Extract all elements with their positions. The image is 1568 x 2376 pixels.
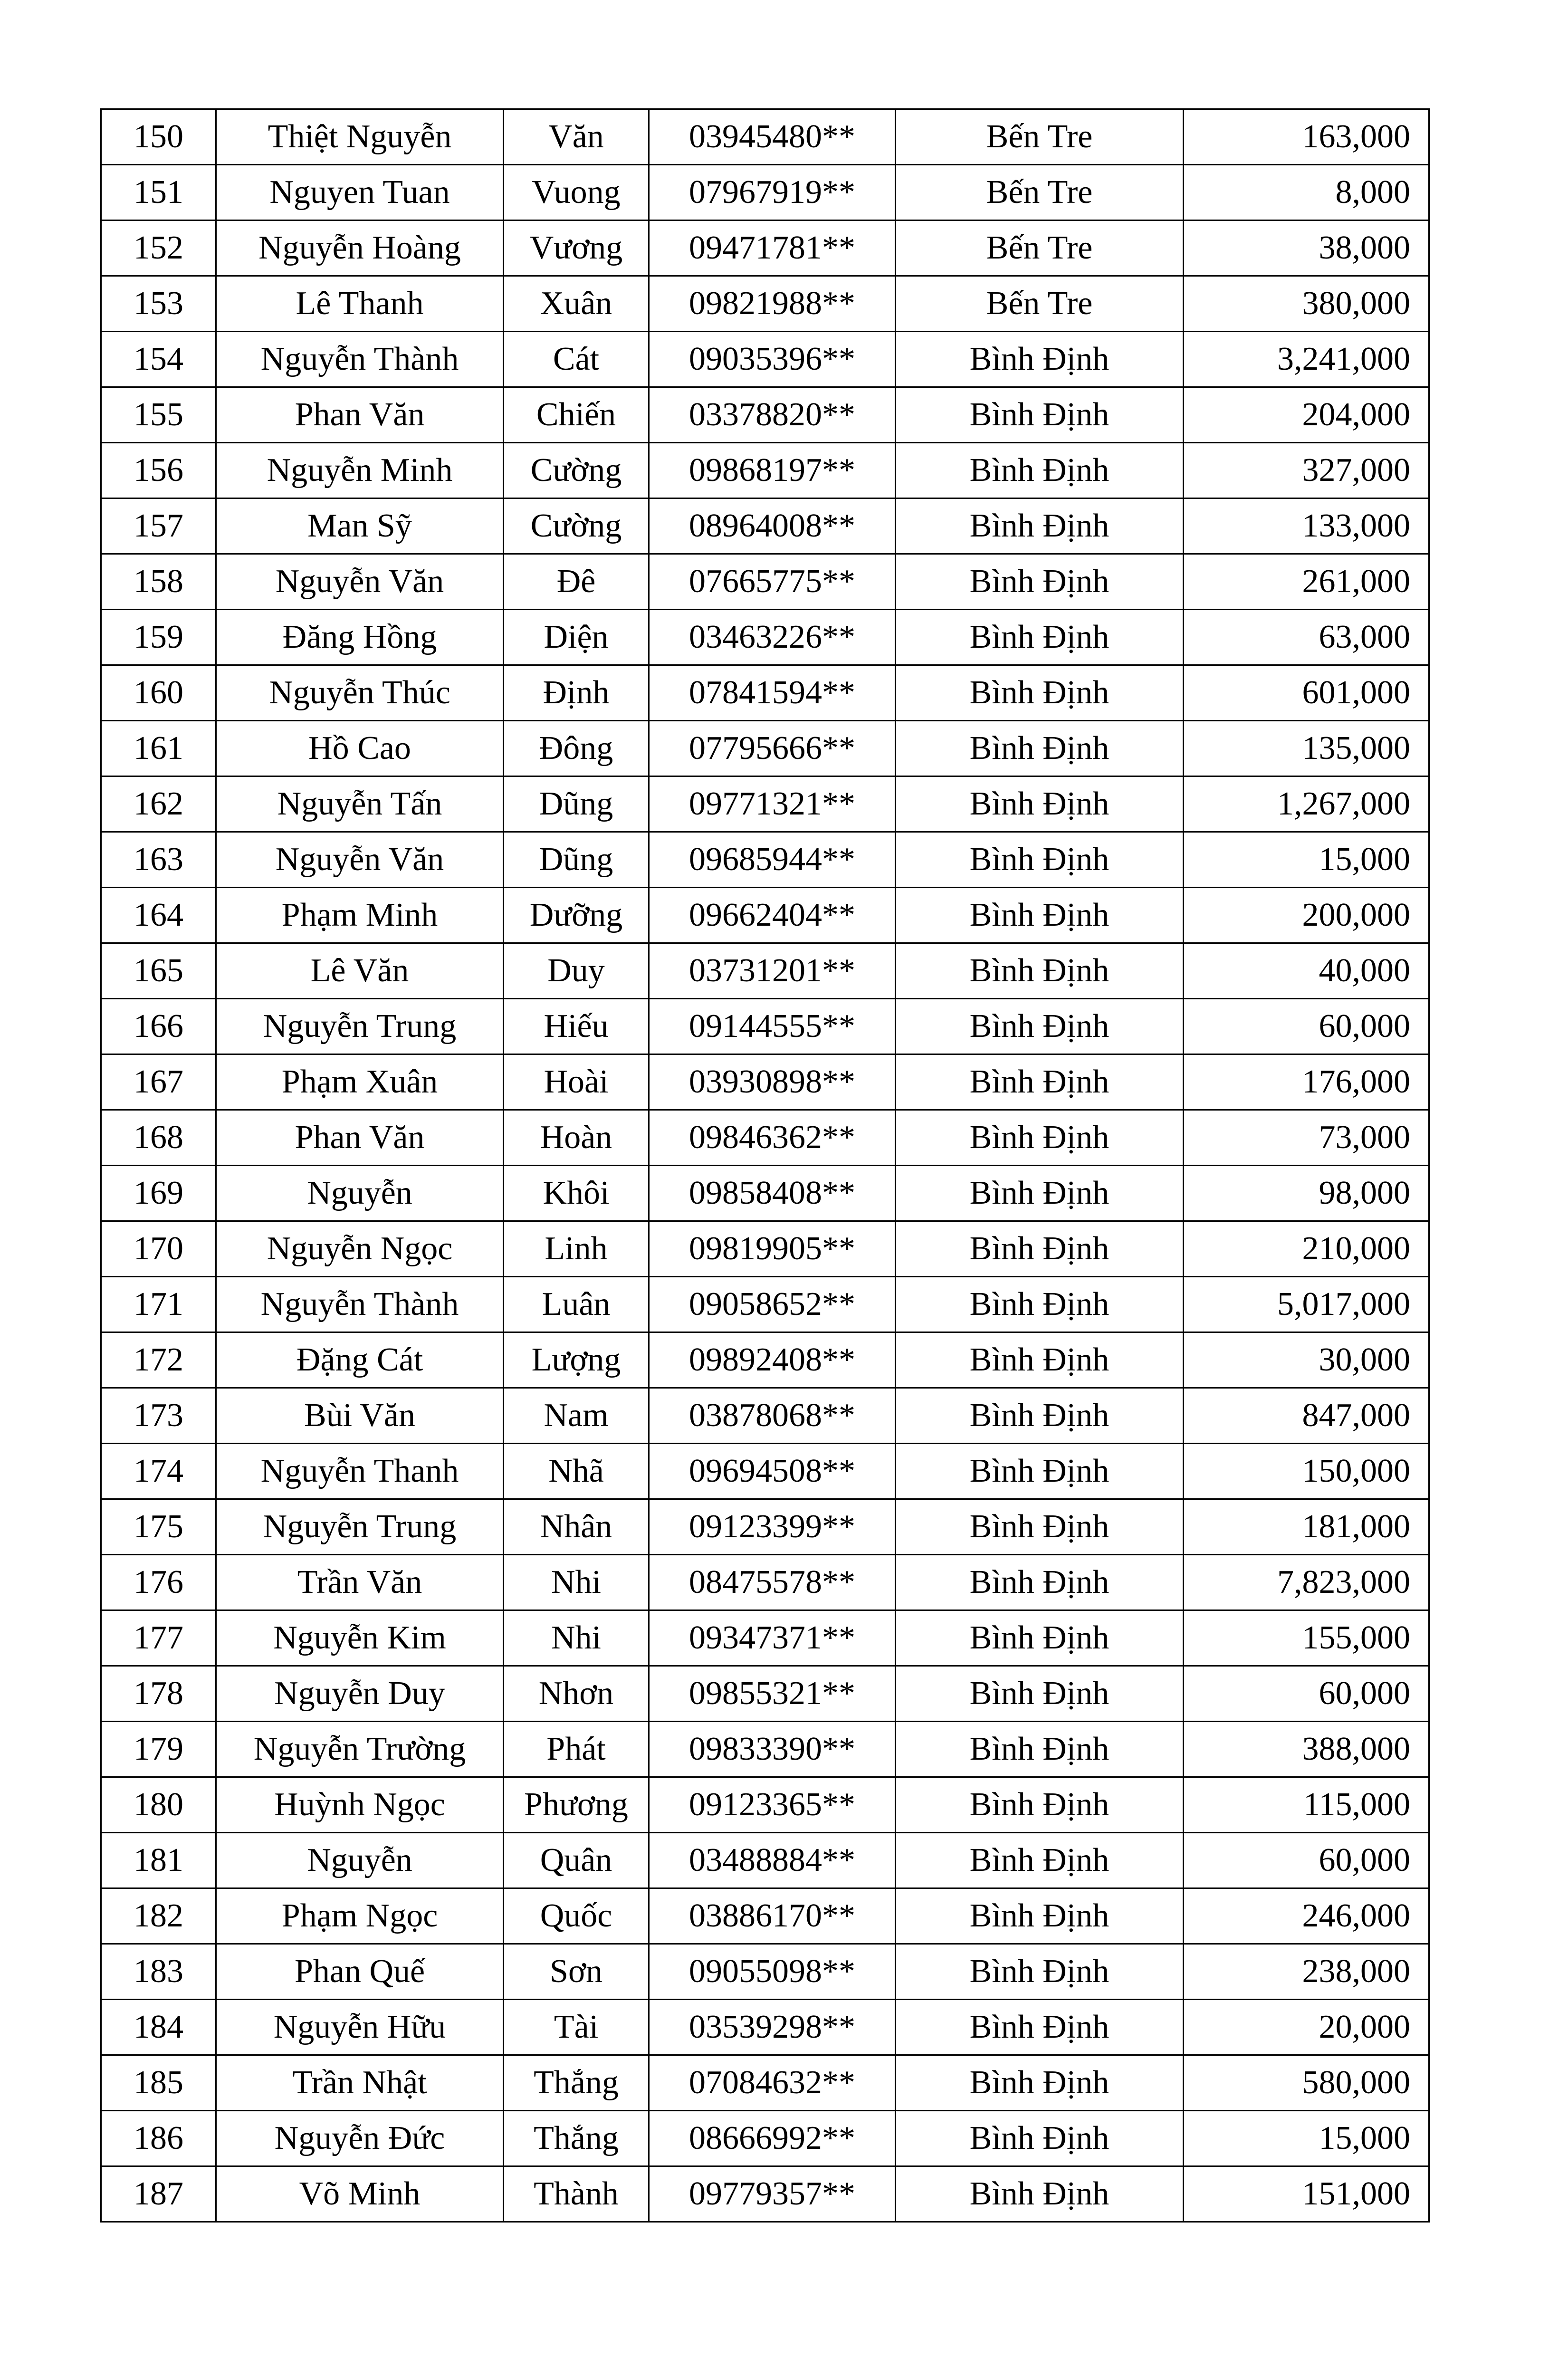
first-name: Văn bbox=[504, 109, 649, 165]
first-name: Thành bbox=[504, 2166, 649, 2222]
row-number: 155 bbox=[101, 387, 216, 443]
row-number: 185 bbox=[101, 2055, 216, 2111]
first-name: Nhân bbox=[504, 1499, 649, 1555]
amount: 163,000 bbox=[1184, 109, 1429, 165]
table-row bbox=[101, 443, 1429, 498]
first-name: Cường bbox=[504, 443, 649, 498]
last-middle-name: Nguyễn Ngọc bbox=[216, 1221, 504, 1277]
last-middle-name: Nguyễn Đức bbox=[216, 2111, 504, 2166]
first-name: Dưỡng bbox=[504, 888, 649, 943]
first-name: Quân bbox=[504, 1833, 649, 1888]
first-name: Chiến bbox=[504, 387, 649, 443]
first-name: Hoàn bbox=[504, 1110, 649, 1166]
last-middle-name: Bùi Văn bbox=[216, 1388, 504, 1444]
phone-number: 09347371** bbox=[649, 1610, 896, 1666]
province: Bình Định bbox=[896, 1444, 1184, 1499]
phone-number: 09055098** bbox=[649, 1944, 896, 2000]
table-row bbox=[101, 2000, 1429, 2055]
amount: 261,000 bbox=[1184, 554, 1429, 610]
province: Bình Định bbox=[896, 1888, 1184, 1944]
row-number: 184 bbox=[101, 2000, 216, 2055]
first-name: Thắng bbox=[504, 2111, 649, 2166]
phone-number: 03945480** bbox=[649, 109, 896, 165]
table-row bbox=[101, 1054, 1429, 1110]
row-number: 154 bbox=[101, 332, 216, 387]
amount: 5,017,000 bbox=[1184, 1277, 1429, 1332]
donor-table-body bbox=[101, 109, 1429, 2222]
table-row bbox=[101, 332, 1429, 387]
phone-number: 09819905** bbox=[649, 1221, 896, 1277]
phone-number: 07967919** bbox=[649, 165, 896, 220]
province: Bình Định bbox=[896, 1166, 1184, 1221]
province: Bình Định bbox=[896, 332, 1184, 387]
amount: 133,000 bbox=[1184, 498, 1429, 554]
last-middle-name: Nguyễn Hoàng bbox=[216, 220, 504, 276]
table-row bbox=[101, 1332, 1429, 1388]
first-name: Hiếu bbox=[504, 999, 649, 1054]
last-middle-name: Đặng Cát bbox=[216, 1332, 504, 1388]
first-name: Sơn bbox=[504, 1944, 649, 2000]
row-number: 150 bbox=[101, 109, 216, 165]
row-number: 183 bbox=[101, 1944, 216, 2000]
amount: 15,000 bbox=[1184, 832, 1429, 888]
last-middle-name: Nguyễn Kim bbox=[216, 1610, 504, 1666]
first-name: Duy bbox=[504, 943, 649, 999]
table-row bbox=[101, 387, 1429, 443]
row-number: 181 bbox=[101, 1833, 216, 1888]
last-middle-name: Nguyễn Minh bbox=[216, 443, 504, 498]
phone-number: 09662404** bbox=[649, 888, 896, 943]
phone-number: 07665775** bbox=[649, 554, 896, 610]
table-row bbox=[101, 1166, 1429, 1221]
amount: 60,000 bbox=[1184, 1833, 1429, 1888]
province: Bến Tre bbox=[896, 165, 1184, 220]
last-middle-name: Nguyễn Hữu bbox=[216, 2000, 504, 2055]
province: Bình Định bbox=[896, 610, 1184, 665]
last-middle-name: Nguyễn Văn bbox=[216, 554, 504, 610]
province: Bến Tre bbox=[896, 220, 1184, 276]
amount: 327,000 bbox=[1184, 443, 1429, 498]
row-number: 152 bbox=[101, 220, 216, 276]
phone-number: 09855321** bbox=[649, 1666, 896, 1722]
last-middle-name: Nguyễn Trường bbox=[216, 1722, 504, 1777]
phone-number: 09771321** bbox=[649, 776, 896, 832]
phone-number: 07795666** bbox=[649, 721, 896, 776]
province: Bình Định bbox=[896, 2166, 1184, 2222]
last-middle-name: Hồ Cao bbox=[216, 721, 504, 776]
province: Bình Định bbox=[896, 1722, 1184, 1777]
table-row bbox=[101, 1555, 1429, 1610]
first-name: Đông bbox=[504, 721, 649, 776]
table-row bbox=[101, 165, 1429, 220]
first-name: Thắng bbox=[504, 2055, 649, 2111]
table-row bbox=[101, 1110, 1429, 1166]
phone-number: 03378820** bbox=[649, 387, 896, 443]
last-middle-name: Lê Văn bbox=[216, 943, 504, 999]
last-middle-name: Phạm Ngọc bbox=[216, 1888, 504, 1944]
row-number: 180 bbox=[101, 1777, 216, 1833]
province: Bình Định bbox=[896, 1610, 1184, 1666]
first-name: Vuong bbox=[504, 165, 649, 220]
last-middle-name: Nguyễn Duy bbox=[216, 1666, 504, 1722]
row-number: 173 bbox=[101, 1388, 216, 1444]
phone-number: 03463226** bbox=[649, 610, 896, 665]
last-middle-name: Nguyễn bbox=[216, 1833, 504, 1888]
amount: 246,000 bbox=[1184, 1888, 1429, 1944]
table-row bbox=[101, 776, 1429, 832]
row-number: 167 bbox=[101, 1054, 216, 1110]
province: Bình Định bbox=[896, 2111, 1184, 2166]
province: Bình Định bbox=[896, 2000, 1184, 2055]
province: Bình Định bbox=[896, 1054, 1184, 1110]
first-name: Tài bbox=[504, 2000, 649, 2055]
row-number: 176 bbox=[101, 1555, 216, 1610]
last-middle-name: Nguyễn bbox=[216, 1166, 504, 1221]
first-name: Nhi bbox=[504, 1555, 649, 1610]
amount: 380,000 bbox=[1184, 276, 1429, 332]
table-row bbox=[101, 498, 1429, 554]
amount: 601,000 bbox=[1184, 665, 1429, 721]
first-name: Dũng bbox=[504, 776, 649, 832]
row-number: 187 bbox=[101, 2166, 216, 2222]
row-number: 164 bbox=[101, 888, 216, 943]
phone-number: 08964008** bbox=[649, 498, 896, 554]
phone-number: 07841594** bbox=[649, 665, 896, 721]
province: Bình Định bbox=[896, 2055, 1184, 2111]
amount: 7,823,000 bbox=[1184, 1555, 1429, 1610]
last-middle-name: Nguyễn Trung bbox=[216, 1499, 504, 1555]
table-row bbox=[101, 276, 1429, 332]
last-middle-name: Nguyen Tuan bbox=[216, 165, 504, 220]
table-row bbox=[101, 1277, 1429, 1332]
first-name: Cường bbox=[504, 498, 649, 554]
phone-number: 03930898** bbox=[649, 1054, 896, 1110]
first-name: Khôi bbox=[504, 1166, 649, 1221]
first-name: Cát bbox=[504, 332, 649, 387]
last-middle-name: Man Sỹ bbox=[216, 498, 504, 554]
row-number: 186 bbox=[101, 2111, 216, 2166]
amount: 98,000 bbox=[1184, 1166, 1429, 1221]
table-row bbox=[101, 109, 1429, 165]
row-number: 163 bbox=[101, 832, 216, 888]
province: Bình Định bbox=[896, 443, 1184, 498]
table-row bbox=[101, 1722, 1429, 1777]
province: Bình Định bbox=[896, 832, 1184, 888]
row-number: 170 bbox=[101, 1221, 216, 1277]
row-number: 166 bbox=[101, 999, 216, 1054]
table-row bbox=[101, 1221, 1429, 1277]
table-row bbox=[101, 665, 1429, 721]
amount: 8,000 bbox=[1184, 165, 1429, 220]
first-name: Diện bbox=[504, 610, 649, 665]
phone-number: 09858408** bbox=[649, 1166, 896, 1221]
last-middle-name: Trần Nhật bbox=[216, 2055, 504, 2111]
province: Bình Định bbox=[896, 1555, 1184, 1610]
amount: 150,000 bbox=[1184, 1444, 1429, 1499]
province: Bình Định bbox=[896, 1277, 1184, 1332]
phone-number: 09846362** bbox=[649, 1110, 896, 1166]
last-middle-name: Phan Văn bbox=[216, 1110, 504, 1166]
row-number: 177 bbox=[101, 1610, 216, 1666]
last-middle-name: Phan Quế bbox=[216, 1944, 504, 2000]
amount: 1,267,000 bbox=[1184, 776, 1429, 832]
row-number: 159 bbox=[101, 610, 216, 665]
amount: 30,000 bbox=[1184, 1332, 1429, 1388]
last-middle-name: Nguyễn Thanh bbox=[216, 1444, 504, 1499]
amount: 847,000 bbox=[1184, 1388, 1429, 1444]
row-number: 153 bbox=[101, 276, 216, 332]
table-row bbox=[101, 554, 1429, 610]
first-name: Phương bbox=[504, 1777, 649, 1833]
table-row bbox=[101, 1610, 1429, 1666]
phone-number: 09035396** bbox=[649, 332, 896, 387]
table-row bbox=[101, 1777, 1429, 1833]
amount: 210,000 bbox=[1184, 1221, 1429, 1277]
province: Bình Định bbox=[896, 721, 1184, 776]
province: Bình Định bbox=[896, 1944, 1184, 2000]
first-name: Đê bbox=[504, 554, 649, 610]
amount: 204,000 bbox=[1184, 387, 1429, 443]
last-middle-name: Phan Văn bbox=[216, 387, 504, 443]
last-middle-name: Lê Thanh bbox=[216, 276, 504, 332]
province: Bình Định bbox=[896, 554, 1184, 610]
first-name: Luân bbox=[504, 1277, 649, 1332]
province: Bình Định bbox=[896, 888, 1184, 943]
last-middle-name: Phạm Xuân bbox=[216, 1054, 504, 1110]
table-row bbox=[101, 2111, 1429, 2166]
amount: 388,000 bbox=[1184, 1722, 1429, 1777]
table-row bbox=[101, 1444, 1429, 1499]
row-number: 165 bbox=[101, 943, 216, 999]
province: Bến Tre bbox=[896, 276, 1184, 332]
table-row bbox=[101, 610, 1429, 665]
row-number: 157 bbox=[101, 498, 216, 554]
phone-number: 03539298** bbox=[649, 2000, 896, 2055]
first-name: Quốc bbox=[504, 1888, 649, 1944]
table-row bbox=[101, 888, 1429, 943]
first-name: Định bbox=[504, 665, 649, 721]
first-name: Vương bbox=[504, 220, 649, 276]
phone-number: 07084632** bbox=[649, 2055, 896, 2111]
province: Bình Định bbox=[896, 1332, 1184, 1388]
first-name: Hoài bbox=[504, 1054, 649, 1110]
province: Bình Định bbox=[896, 1221, 1184, 1277]
amount: 580,000 bbox=[1184, 2055, 1429, 2111]
row-number: 169 bbox=[101, 1166, 216, 1221]
first-name: Dũng bbox=[504, 832, 649, 888]
table-row bbox=[101, 2166, 1429, 2222]
phone-number: 09868197** bbox=[649, 443, 896, 498]
table-row bbox=[101, 1833, 1429, 1888]
province: Bình Định bbox=[896, 1110, 1184, 1166]
row-number: 171 bbox=[101, 1277, 216, 1332]
first-name: Nam bbox=[504, 1388, 649, 1444]
row-number: 162 bbox=[101, 776, 216, 832]
row-number: 182 bbox=[101, 1888, 216, 1944]
last-middle-name: Nguyễn Thành bbox=[216, 332, 504, 387]
first-name: Lượng bbox=[504, 1332, 649, 1388]
phone-number: 09123399** bbox=[649, 1499, 896, 1555]
phone-number: 09833390** bbox=[649, 1722, 896, 1777]
table-row bbox=[101, 1666, 1429, 1722]
last-middle-name: Thiệt Nguyễn bbox=[216, 109, 504, 165]
amount: 20,000 bbox=[1184, 2000, 1429, 2055]
phone-number: 09892408** bbox=[649, 1332, 896, 1388]
phone-number: 08475578** bbox=[649, 1555, 896, 1610]
last-middle-name: Nguyễn Thúc bbox=[216, 665, 504, 721]
amount: 60,000 bbox=[1184, 1666, 1429, 1722]
amount: 73,000 bbox=[1184, 1110, 1429, 1166]
amount: 3,241,000 bbox=[1184, 332, 1429, 387]
province: Bình Định bbox=[896, 999, 1184, 1054]
table-row bbox=[101, 943, 1429, 999]
row-number: 158 bbox=[101, 554, 216, 610]
last-middle-name: Đăng Hồng bbox=[216, 610, 504, 665]
phone-number: 03878068** bbox=[649, 1388, 896, 1444]
last-middle-name: Võ Minh bbox=[216, 2166, 504, 2222]
phone-number: 03731201** bbox=[649, 943, 896, 999]
province: Bình Định bbox=[896, 943, 1184, 999]
amount: 15,000 bbox=[1184, 2111, 1429, 2166]
table-row bbox=[101, 220, 1429, 276]
amount: 38,000 bbox=[1184, 220, 1429, 276]
last-middle-name: Nguyễn Thành bbox=[216, 1277, 504, 1332]
province: Bình Định bbox=[896, 1777, 1184, 1833]
province: Bình Định bbox=[896, 1666, 1184, 1722]
amount: 200,000 bbox=[1184, 888, 1429, 943]
phone-number: 09123365** bbox=[649, 1777, 896, 1833]
amount: 40,000 bbox=[1184, 943, 1429, 999]
phone-number: 09821988** bbox=[649, 276, 896, 332]
donor-table bbox=[100, 108, 1430, 2223]
row-number: 175 bbox=[101, 1499, 216, 1555]
first-name: Nhã bbox=[504, 1444, 649, 1499]
last-middle-name: Nguyễn Tấn bbox=[216, 776, 504, 832]
last-middle-name: Huỳnh Ngọc bbox=[216, 1777, 504, 1833]
province: Bình Định bbox=[896, 1388, 1184, 1444]
row-number: 151 bbox=[101, 165, 216, 220]
amount: 63,000 bbox=[1184, 610, 1429, 665]
row-number: 160 bbox=[101, 665, 216, 721]
first-name: Nhi bbox=[504, 1610, 649, 1666]
phone-number: 09144555** bbox=[649, 999, 896, 1054]
table-row bbox=[101, 1888, 1429, 1944]
row-number: 161 bbox=[101, 721, 216, 776]
table-row bbox=[101, 721, 1429, 776]
province: Bình Định bbox=[896, 498, 1184, 554]
last-middle-name: Trần Văn bbox=[216, 1555, 504, 1610]
province: Bình Định bbox=[896, 1499, 1184, 1555]
first-name: Nhơn bbox=[504, 1666, 649, 1722]
table-row bbox=[101, 1499, 1429, 1555]
row-number: 172 bbox=[101, 1332, 216, 1388]
table-row bbox=[101, 1388, 1429, 1444]
table-row bbox=[101, 999, 1429, 1054]
phone-number: 09685944** bbox=[649, 832, 896, 888]
phone-number: 08666992** bbox=[649, 2111, 896, 2166]
province: Bình Định bbox=[896, 387, 1184, 443]
table-row bbox=[101, 2055, 1429, 2111]
last-middle-name: Nguyễn Văn bbox=[216, 832, 504, 888]
amount: 176,000 bbox=[1184, 1054, 1429, 1110]
phone-number: 09694508** bbox=[649, 1444, 896, 1499]
amount: 151,000 bbox=[1184, 2166, 1429, 2222]
row-number: 168 bbox=[101, 1110, 216, 1166]
phone-number: 03886170** bbox=[649, 1888, 896, 1944]
row-number: 174 bbox=[101, 1444, 216, 1499]
province: Bình Định bbox=[896, 1833, 1184, 1888]
amount: 238,000 bbox=[1184, 1944, 1429, 2000]
row-number: 179 bbox=[101, 1722, 216, 1777]
phone-number: 03488884** bbox=[649, 1833, 896, 1888]
province: Bình Định bbox=[896, 776, 1184, 832]
last-middle-name: Nguyễn Trung bbox=[216, 999, 504, 1054]
row-number: 156 bbox=[101, 443, 216, 498]
last-middle-name: Phạm Minh bbox=[216, 888, 504, 943]
amount: 135,000 bbox=[1184, 721, 1429, 776]
first-name: Linh bbox=[504, 1221, 649, 1277]
phone-number: 09779357** bbox=[649, 2166, 896, 2222]
province: Bến Tre bbox=[896, 109, 1184, 165]
amount: 115,000 bbox=[1184, 1777, 1429, 1833]
province: Bình Định bbox=[896, 665, 1184, 721]
table-row bbox=[101, 832, 1429, 888]
first-name: Phát bbox=[504, 1722, 649, 1777]
phone-number: 09471781** bbox=[649, 220, 896, 276]
phone-number: 09058652** bbox=[649, 1277, 896, 1332]
row-number: 178 bbox=[101, 1666, 216, 1722]
amount: 60,000 bbox=[1184, 999, 1429, 1054]
first-name: Xuân bbox=[504, 276, 649, 332]
table-row bbox=[101, 1944, 1429, 2000]
amount: 181,000 bbox=[1184, 1499, 1429, 1555]
amount: 155,000 bbox=[1184, 1610, 1429, 1666]
